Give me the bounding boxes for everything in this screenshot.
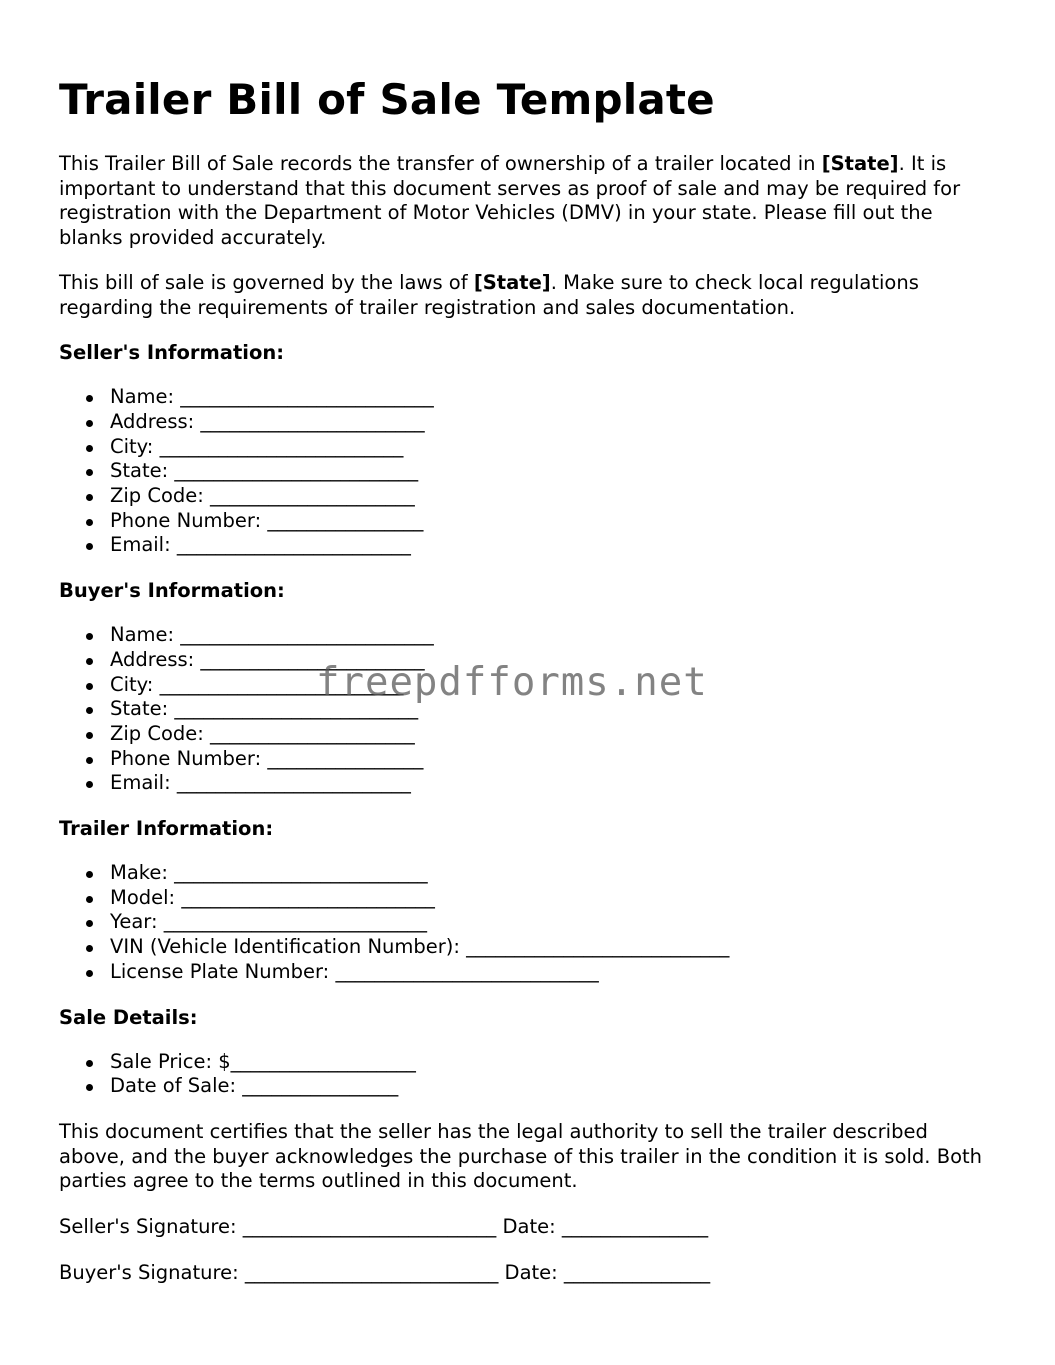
seller-state-field[interactable]: State: _________________________	[110, 459, 994, 484]
watermark: freepdfforms.net	[316, 660, 708, 705]
sale-fields-list	[59, 1050, 994, 1099]
buyer-fields-list	[59, 623, 994, 796]
state-placeholder: [State]	[821, 152, 899, 175]
sale-price-field[interactable]: Sale Price: $___________________	[110, 1050, 994, 1075]
trailer-model-field[interactable]: Model: __________________________	[110, 886, 994, 911]
intro-text-a: This bill of sale is governed by the laws of	[59, 270, 474, 294]
page-title: Trailer Bill of Sale Template	[59, 75, 715, 124]
buyer-state-field[interactable]: State: _________________________	[110, 697, 994, 722]
trailer-vin-field[interactable]: VIN (Vehicle Identification Number): ___________________________	[110, 935, 994, 960]
seller-signature-line[interactable]: Seller's Signature: __________________________ Date: _______________	[59, 1215, 709, 1239]
buyer-heading: Buyer's Information:	[59, 579, 285, 603]
trailer-make-field[interactable]: Make: __________________________	[110, 861, 994, 886]
buyer-address-field[interactable]: Address: _______________________	[110, 648, 994, 673]
buyer-city-field[interactable]: City: _________________________	[110, 673, 994, 698]
intro-paragraph-2	[59, 271, 994, 320]
sale-heading: Sale Details:	[59, 1005, 198, 1029]
seller-email-field[interactable]: Email: ________________________	[110, 533, 994, 558]
trailer-fields-list	[59, 861, 994, 985]
trailer-heading: Trailer Information:	[59, 817, 274, 841]
buyer-phone-field[interactable]: Phone Number: ________________	[110, 747, 994, 772]
seller-city-field[interactable]: City: _________________________	[110, 435, 994, 460]
intro-text-a: This Trailer Bill of Sale records the transfer of ownership of a trailer located in	[59, 152, 822, 175]
buyer-name-field[interactable]: Name: __________________________	[110, 623, 994, 648]
seller-phone-field[interactable]: Phone Number: ________________	[110, 509, 994, 534]
seller-heading: Seller's Information:	[59, 341, 285, 365]
trailer-year-field[interactable]: Year: ___________________________	[110, 910, 994, 935]
seller-fields-list	[59, 385, 994, 558]
buyer-email-field[interactable]: Email: ________________________	[110, 771, 994, 796]
buyer-zip-field[interactable]: Zip Code: _____________________	[110, 722, 994, 747]
trailer-plate-field[interactable]: License Plate Number: ___________________________	[110, 960, 994, 985]
seller-name-field[interactable]: Name: __________________________	[110, 385, 994, 410]
buyer-signature-line[interactable]: Buyer's Signature: __________________________ Date: _______________	[59, 1260, 711, 1284]
intro-text-b: . It is important to understand that this document serves as proof of sale and may be required for registration with the Department of Motor Vehicles (DMV) in your state. Please fill out the blanks provided accurately.	[59, 152, 961, 250]
sale-date-field[interactable]: Date of Sale: ________________	[110, 1074, 994, 1099]
intro-paragraph-1	[59, 152, 994, 251]
state-placeholder: [State]	[473, 270, 551, 294]
intro-text-b: . Make sure to check local regulations regarding the requirements of trailer registration and sales documentation.	[59, 270, 919, 319]
closing-paragraph: This document certifies that the seller has the legal authority to sell the trailer described above, and the buyer acknowledges the purchase of this trailer in the condition it is sold. Both parties agree to the terms outlined in this document.	[59, 1119, 983, 1193]
seller-zip-field[interactable]: Zip Code: _____________________	[110, 484, 994, 509]
seller-address-field[interactable]: Address: _______________________	[110, 410, 994, 435]
